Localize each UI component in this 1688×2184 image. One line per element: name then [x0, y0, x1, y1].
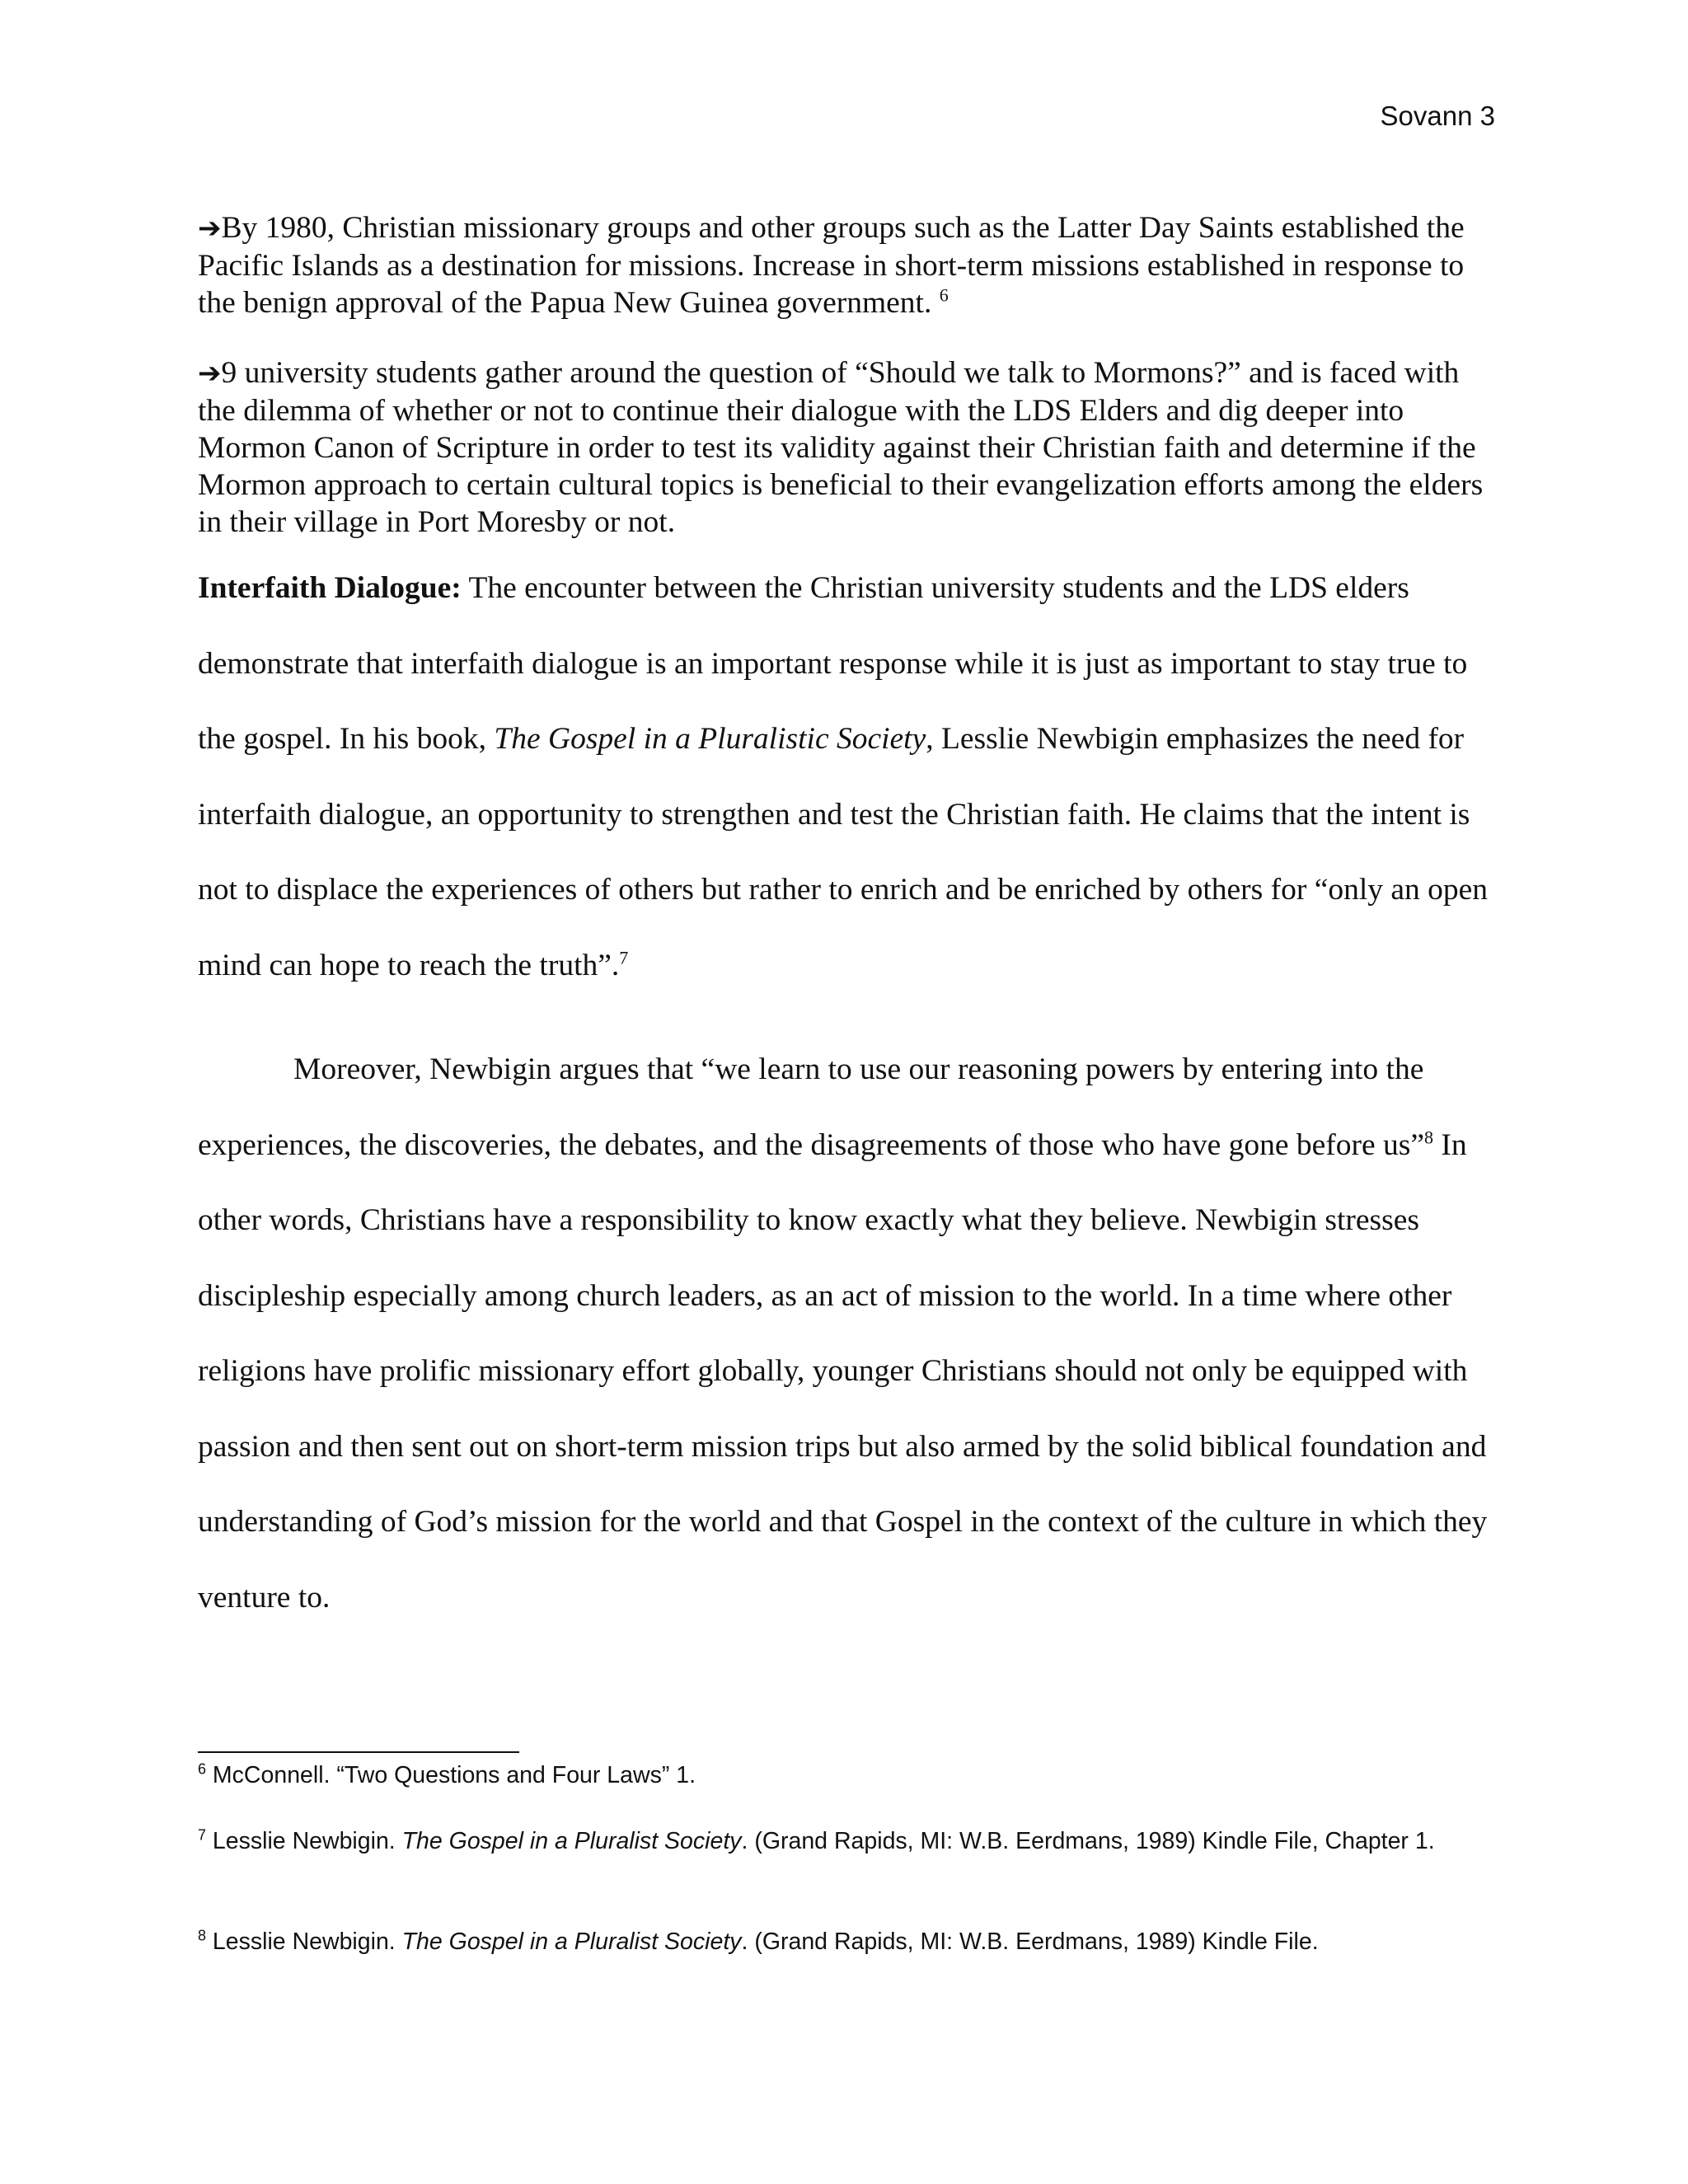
paragraph-text: , Lesslie Newbigin emphasizes the need for interfaith dialogue, an opportunity to strengthen and test the Christian faith. He claims that the intent is not to displace the experiences of others but rather to enrich and be enriched by others for “only an open mind can hope to reach the truth”.: [198, 722, 1489, 982]
arrow-bullet-icon: ➔: [198, 357, 222, 390]
paragraph-text: In other words, Christians have a responsibility to know exactly what they believe. Newbigin stresses discipleship especially among church leaders, as an act of mission to the world. In a time where other religions have prolific missionary effort globally, younger Christians should not only be equipped with passion and then sent out on short-term mission trips but also armed by the solid biblical foundation and understanding of God’s mission for the world and that Gospel in the context of the culture in which they venture to.: [198, 1127, 1488, 1615]
interfaith-dialogue-paragraph: [198, 551, 1492, 1003]
footnote-text: Lesslie Newbigin.: [206, 1929, 402, 1955]
bullet-paragraph-students: [198, 354, 1492, 541]
running-head: Sovann 3: [1380, 101, 1495, 131]
footnote-book-title: The Gospel in a Pluralist Society: [401, 1828, 742, 1854]
footnote-ref-8[interactable]: 8: [1424, 1127, 1433, 1147]
footnote-text: . (Grand Rapids, MI: W.B. Eerdmans, 1989) Kindle File, Chapter 1.: [741, 1828, 1435, 1854]
paragraph-text: The encounter between the Christian university students and the LDS elders demonstrate that interfaith dialogue is an important response while it is just as important to stay true to the gospel. In his book,: [198, 571, 1468, 756]
footnote-6: [198, 1759, 1500, 1793]
paragraph-text: 9 university students gather around the question of “Should we talk to Mormons?” and is faced with the dilemma of whether or not to continue their dialogue with the LDS Elders and dig deeper into Mormon Canon of Scripture in order to test its validity against their Christian faith and determine if the Mormon approach to certain cultural topics is beneficial to their evangelization efforts among the elders in their village in Port Moresby or not.: [198, 356, 1484, 539]
paragraph-text: By 1980, Christian missionary groups and other groups such as the Latter Day Saints established the Pacific Islands as a destination for missions. Increase in short-term missions established in response to the benign approval of the Papua New Guinea government.: [198, 211, 1465, 320]
footnote-ref-7[interactable]: 7: [619, 947, 629, 968]
footnote-text: . (Grand Rapids, MI: W.B. Eerdmans, 1989) Kindle File.: [741, 1929, 1319, 1955]
newbigin-paragraph: [198, 1032, 1492, 1635]
arrow-bullet-icon: ➔: [198, 212, 222, 245]
footnote-number: 7: [198, 1826, 207, 1844]
book-title: The Gospel in a Pluralistic Society: [494, 722, 926, 756]
footnote-number: 8: [198, 1927, 207, 1944]
footnote-number: 6: [198, 1760, 207, 1778]
footnote-book-title: The Gospel in a Pluralist Society: [401, 1929, 742, 1955]
footnote-ref-6[interactable]: 6: [939, 284, 949, 306]
footnote-text: McConnell. “Two Questions and Four Laws” 1.: [206, 1762, 696, 1788]
footnote-separator: [198, 1751, 519, 1753]
footnote-8: [198, 1925, 1500, 1959]
bullet-paragraph-1980: [198, 209, 1492, 321]
footnote-7: [198, 1825, 1500, 1858]
section-heading: Interfaith Dialogue:: [198, 571, 462, 605]
paragraph-text: Moreover, Newbigin argues that “we learn to use our reasoning powers by entering into the experiences, the discoveries, the debates, and the disagreements of those who have gone before us”: [198, 1052, 1424, 1162]
footnote-text: Lesslie Newbigin.: [206, 1828, 402, 1854]
